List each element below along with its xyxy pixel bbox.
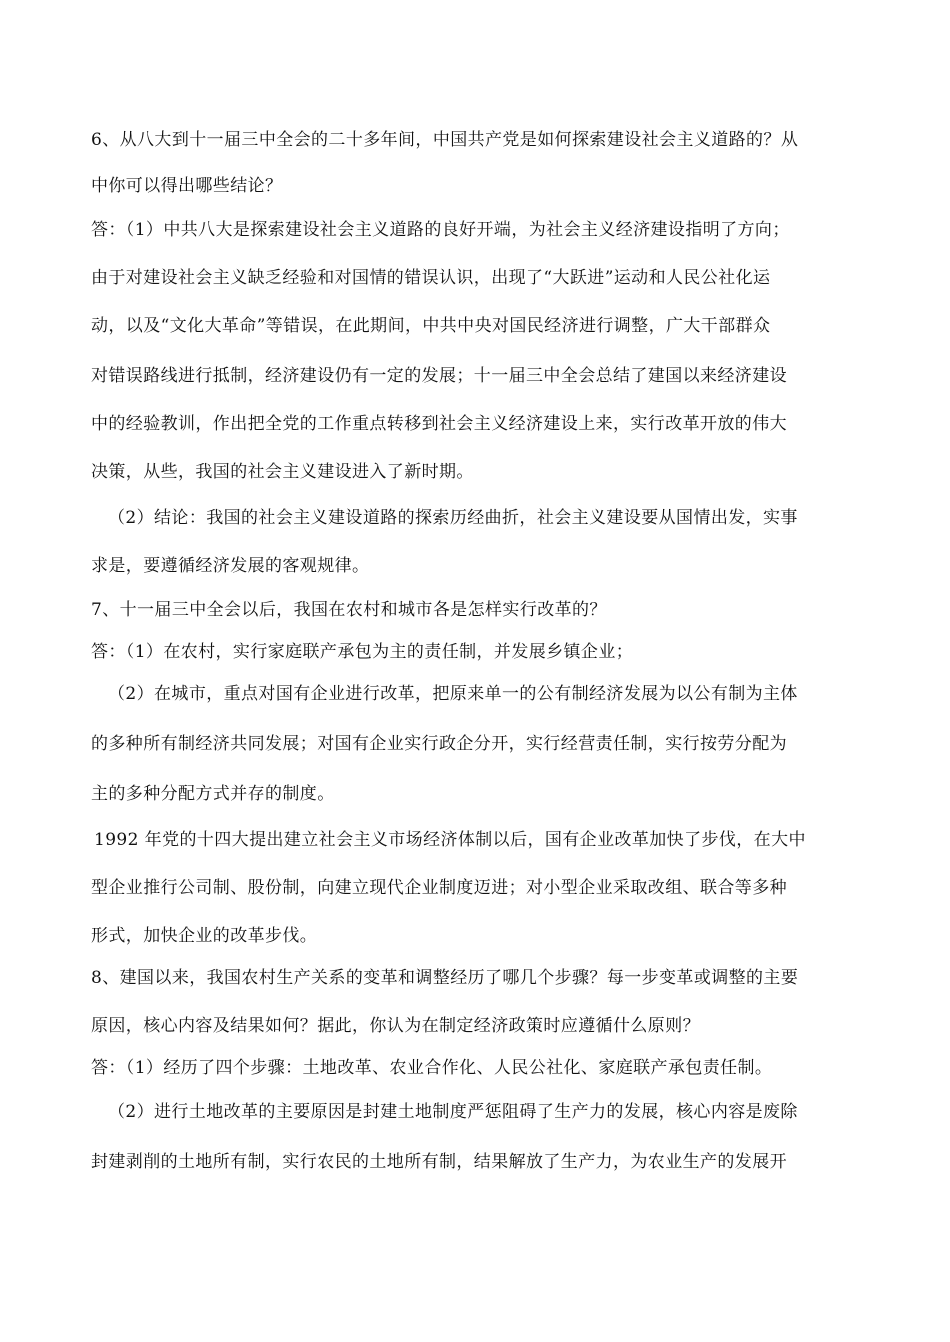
question-8-line-2: 原因，核心内容及结果如何？据此，你认为在制定经济政策时应遵循什么原则？ bbox=[91, 1016, 700, 1036]
question-6-line-2: 中你可以得出哪些结论？ bbox=[91, 176, 283, 196]
answer-7-line-6: 型企业推行公司制、股份制，向建立现代企业制度迈进；对小型企业采取改组、联合等多种 bbox=[91, 878, 787, 898]
question-7-line-1: 7、十一届三中全会以后，我国在农村和城市各是怎样实行改革的？ bbox=[91, 600, 607, 620]
answer-7-line-4: 主的多种分配方式并存的制度。 bbox=[91, 784, 335, 804]
answer-6-line-4: 对错误路线进行抵制，经济建设仍有一定的发展；十一届三中全会总结了建国以来经济建设 bbox=[91, 366, 787, 386]
answer-6-line-1: 答：（1）中共八大是探索建设社会主义道路的良好开端，为社会主义经济建设指明了方向； bbox=[91, 220, 790, 240]
question-6-line-1: 6、从八大到十一届三中全会的二十多年间，中国共产党是如何探索建设社会主义道路的？从 bbox=[91, 130, 799, 150]
answer-8-line-3: 封建剥削的土地所有制，实行农民的土地所有制，结果解放了生产力，为农业生产的发展开 bbox=[91, 1152, 787, 1172]
answer-8-line-1: 答：（1）经历了四个步骤：土地改革、农业合作化、人民公社化、家庭联产承包责任制。 bbox=[91, 1058, 773, 1078]
answer-7-line-1: 答：（1）在农村，实行家庭联产承包为主的责任制，并发展乡镇企业； bbox=[91, 642, 634, 662]
answer-6-conclusion-line-1: （2）结论：我国的社会主义建设道路的探索历经曲折，社会主义建设要从国情出发，实事 bbox=[108, 508, 798, 528]
answer-7-line-3: 的多种所有制经济共同发展；对国有企业实行政企分开，实行经营责任制，实行按劳分配为 bbox=[91, 734, 787, 754]
answer-7-line-7: 形式，加快企业的改革步伐。 bbox=[91, 926, 318, 946]
answer-6-line-2: 由于对建设社会主义缺乏经验和对国情的错误认识，出现了“大跃进”运动和人民公社化运 bbox=[91, 268, 771, 288]
answer-7-line-5: 1992 年党的十四大提出建立社会主义市场经济体制以后，国有企业改革加快了步伐，在大中 bbox=[94, 830, 806, 850]
answer-7-line-2: （2）在城市，重点对国有企业进行改革，把原来单一的公有制经济发展为以公有制为主体 bbox=[108, 684, 798, 704]
answer-8-line-2: （2）进行土地改革的主要原因是封建土地制度严惩阻碍了生产力的发展，核心内容是废除 bbox=[108, 1102, 798, 1122]
answer-6-line-5: 中的经验教训，作出把全党的工作重点转移到社会主义经济建设上来，实行改革开放的伟大 bbox=[91, 414, 787, 434]
question-8-line-1: 8、建国以来，我国农村生产关系的变革和调整经历了哪几个步骤？每一步变革或调整的主要 bbox=[91, 968, 799, 988]
answer-6-conclusion-line-2: 求是，要遵循经济发展的客观规律。 bbox=[91, 556, 370, 576]
answer-6-line-3: 动，以及“文化大革命”等错误，在此期间，中共中央对国民经济进行调整，广大干部群众 bbox=[91, 316, 771, 336]
answer-6-line-6: 决策，从些，我国的社会主义建设进入了新时期。 bbox=[91, 462, 474, 482]
